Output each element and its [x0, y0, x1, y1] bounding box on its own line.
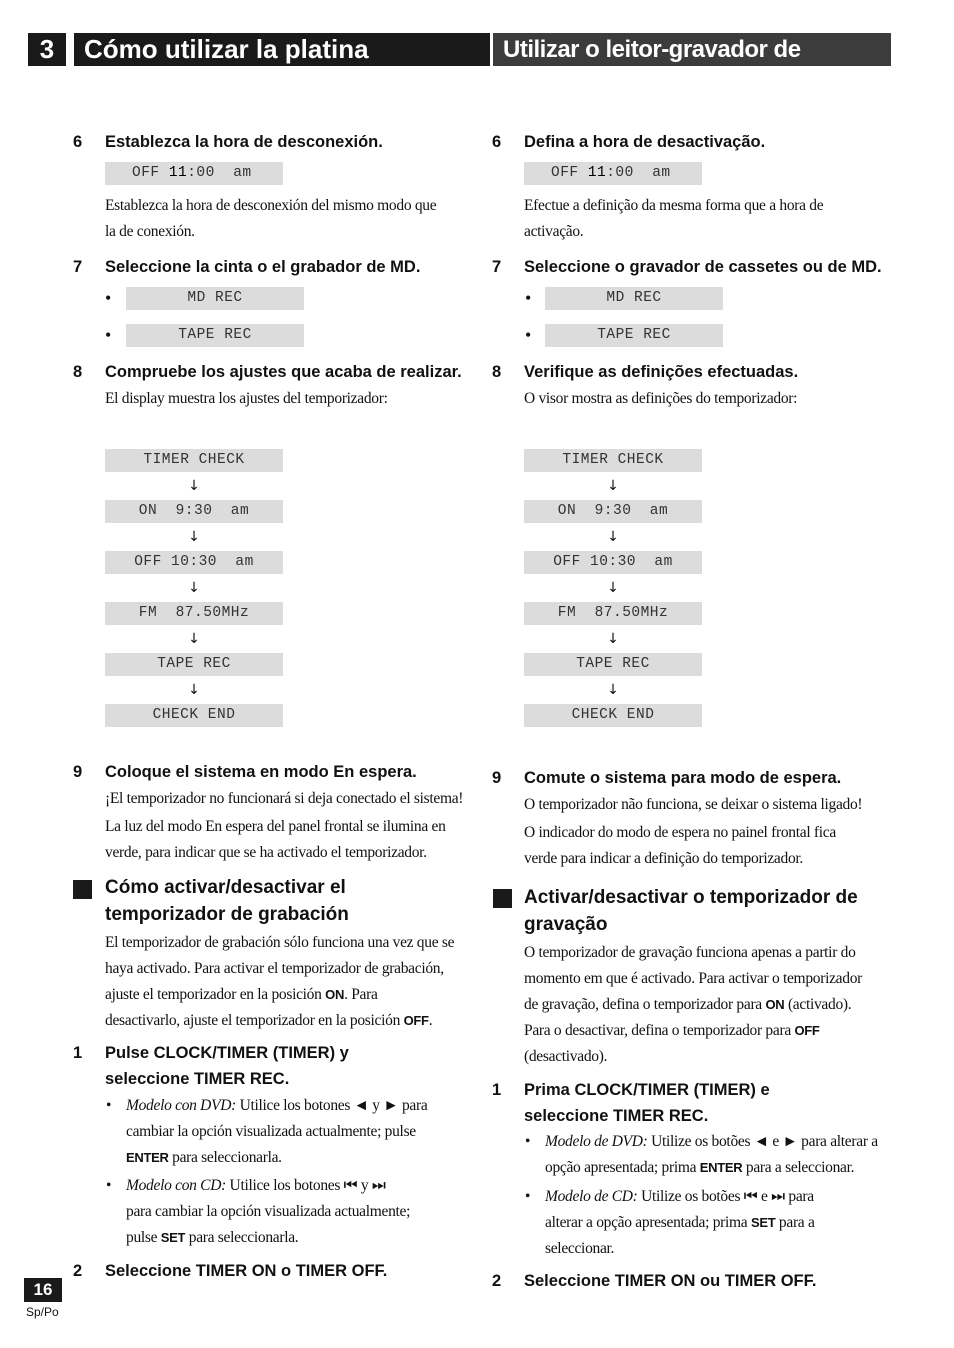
section-marker — [73, 880, 92, 899]
arrow-down-icon: ↓ — [607, 580, 619, 596]
key-label: ON — [325, 987, 345, 1002]
text: para seleccionarla. — [185, 1229, 299, 1246]
bullet-text — [126, 1173, 410, 1251]
title-line: Prima CLOCK/TIMER (TIMER) e — [524, 1081, 770, 1099]
text: (activado). — [784, 996, 852, 1013]
title-line: seleccione TIMER REC. — [105, 1070, 290, 1088]
step-title: Seleccione TIMER ON o TIMER OFF. — [105, 1262, 388, 1280]
key-label: ENTER — [126, 1150, 169, 1165]
step-number: 7 — [73, 258, 83, 276]
model-label: Modelo con DVD: — [126, 1097, 236, 1114]
text: Utilice los botones ⏮ y ⏭ — [225, 1177, 386, 1194]
bullet-text — [126, 1093, 427, 1171]
body-line: El temporizador de grabación sólo funciona una vez que se — [105, 934, 455, 951]
heading-line: temporizador de grabación — [105, 904, 349, 925]
chapter-number: 3 — [28, 33, 66, 66]
bullet: • — [105, 288, 112, 308]
lcd-off-time: OFF 10:30 am — [524, 551, 702, 574]
arrow-down-icon: ↓ — [188, 631, 200, 647]
body-line: verde para indicar a definição do temporizador. — [524, 850, 803, 867]
step-9-body — [105, 786, 463, 866]
text-line — [126, 1145, 427, 1171]
step-title: Coloque el sistema en modo En espera. — [105, 763, 417, 781]
step-9-body — [524, 792, 862, 872]
text: alterar a opção apresentada; prima — [545, 1214, 751, 1231]
bullet-text — [545, 1184, 815, 1262]
step-number: 8 — [73, 363, 83, 381]
lcd-display-tape-rec: TAPE REC — [126, 324, 304, 347]
text-line — [545, 1129, 878, 1155]
bullet: • — [105, 325, 112, 345]
body-line: ¡El temporizador no funcionará si deja conectado el sistema! — [105, 790, 464, 807]
chapter-title-es: Cómo utilizar la platina — [74, 33, 490, 66]
text: desactivarlo, ajuste el temporizador en la posición — [105, 1012, 404, 1029]
model-label: Modelo de DVD: — [545, 1133, 648, 1150]
bullet-text — [545, 1129, 878, 1181]
arrow-down-icon: ↓ — [188, 478, 200, 494]
lcd-text: OFF — [132, 165, 169, 181]
text: para a — [775, 1214, 815, 1231]
lcd-fm-frequency: FM 87.50MHz — [524, 602, 702, 625]
section-heading-es — [105, 874, 349, 928]
arrow-down-icon: ↓ — [607, 631, 619, 647]
text: para seleccionarla. — [168, 1149, 282, 1166]
step-number: 2 — [73, 1262, 83, 1280]
body-line — [524, 992, 862, 1018]
lcd-highlight: 11 — [168, 165, 188, 181]
body-line: O temporizador de gravação funciona apenas a partir do — [524, 944, 856, 961]
section-body-pt — [524, 940, 862, 1070]
arrow-down-icon: ↓ — [607, 682, 619, 698]
body-line: (desactivado). — [524, 1048, 608, 1065]
step-title: Comute o sistema para modo de espera. — [524, 769, 842, 787]
bullet: • — [525, 288, 532, 308]
bullet: • — [525, 325, 532, 345]
step-title — [524, 1077, 894, 1129]
lcd-text: OFF — [551, 165, 588, 181]
text-line — [126, 1225, 410, 1251]
chapter-title-pt: Utilizar o leitor-gravador de cassetes — [493, 33, 891, 66]
text: ajuste el temporizador en la posición — [105, 986, 326, 1003]
text: pulse — [126, 1229, 161, 1246]
text-line — [126, 1093, 427, 1119]
lcd-text: :00 am — [606, 165, 671, 181]
step-title: Seleccione o gravador de cassetes ou de MD. — [524, 258, 882, 276]
key-label: SET — [160, 1230, 186, 1245]
step-title — [105, 1040, 475, 1092]
step-number: 6 — [73, 133, 83, 151]
text: para a seleccionar. — [742, 1159, 855, 1176]
step-number: 1 — [492, 1081, 502, 1099]
key-label: ON — [765, 997, 785, 1012]
section-heading-pt — [524, 884, 858, 938]
step-number: 2 — [492, 1272, 502, 1290]
body-line: haya activado. Para activar el temporizador de grabación, — [105, 960, 444, 977]
step-title: Verifique as definições efectuadas. — [524, 363, 799, 381]
section-body-es — [105, 930, 454, 1034]
step-6-body — [524, 193, 823, 245]
lcd-display-off-time — [524, 162, 702, 185]
heading-line: Cómo activar/desactivar el — [105, 877, 346, 898]
bullet: • — [525, 1188, 531, 1205]
step-title: Seleccione TIMER ON ou TIMER OFF. — [524, 1272, 817, 1290]
body-line: Efectue a definição da mesma forma que a hora de — [524, 197, 824, 214]
body-line — [524, 1018, 862, 1044]
model-label: Modelo de CD: — [545, 1188, 638, 1205]
lcd-on-time: ON 9:30 am — [105, 500, 283, 523]
arrow-down-icon: ↓ — [188, 580, 200, 596]
step-8-body: El display muestra los ajustes del temporizador: — [105, 390, 388, 407]
text-line — [545, 1210, 815, 1236]
step-number: 9 — [492, 769, 502, 787]
body-line: verde, para indicar que se ha activado el temporizador. — [105, 844, 427, 861]
bullet: • — [106, 1177, 112, 1194]
body-line — [105, 1008, 454, 1034]
bullet: • — [106, 1097, 112, 1114]
body-line: O indicador do modo de espera no painel frontal fica — [524, 824, 836, 841]
text-line: seleccionar. — [545, 1240, 615, 1257]
lcd-display-tape-rec: TAPE REC — [545, 324, 723, 347]
body-line: activação. — [524, 223, 584, 240]
step-title: Seleccione la cinta o el grabador de MD. — [105, 258, 421, 276]
step-title: Compruebe los ajustes que acaba de realizar. — [105, 363, 462, 381]
step-number: 1 — [73, 1044, 83, 1062]
lcd-timer-check: TIMER CHECK — [524, 449, 702, 472]
page-number: 16 — [24, 1278, 62, 1302]
lcd-fm-frequency: FM 87.50MHz — [105, 602, 283, 625]
heading-line: Activar/desactivar o temporizador de — [524, 887, 858, 908]
text: opção apresentada; prima — [545, 1159, 700, 1176]
step-8-body: O visor mostra as definições do temporizador: — [524, 390, 798, 407]
text-line — [545, 1155, 878, 1181]
text: . — [428, 1012, 433, 1029]
step-title: Establezca la hora de desconexión. — [105, 133, 383, 151]
arrow-down-icon: ↓ — [607, 529, 619, 545]
body-line: Establezca la hora de desconexión del mismo modo que — [105, 197, 437, 214]
step-number: 7 — [492, 258, 502, 276]
text: Utilice los botones ◄ y ► para — [236, 1097, 428, 1114]
lcd-display-off-time — [105, 162, 283, 185]
text-line: para cambiar la opción visualizada actualmente; — [126, 1203, 411, 1220]
lcd-tape-rec: TAPE REC — [524, 653, 702, 676]
key-label: OFF — [403, 1013, 429, 1028]
lcd-tape-rec: TAPE REC — [105, 653, 283, 676]
key-label: SET — [750, 1215, 776, 1230]
step-number: 6 — [492, 133, 502, 151]
heading-line: gravação — [524, 914, 608, 935]
language-code: Sp/Po — [26, 1305, 59, 1319]
body-line: La luz del modo En espera del panel frontal se ilumina en — [105, 818, 446, 835]
step-number: 9 — [73, 763, 83, 781]
step-title: Defina a hora de desactivação. — [524, 133, 766, 151]
text: Utilize os botões ◄ e ► para alterar a — [647, 1133, 878, 1150]
key-label: OFF — [794, 1023, 820, 1038]
text-line — [545, 1184, 815, 1210]
text: Para o desactivar, defina o temporizador para — [524, 1022, 795, 1039]
step-6-body — [105, 193, 436, 245]
lcd-on-time: ON 9:30 am — [524, 500, 702, 523]
body-line: O temporizador não funciona, se deixar o sistema ligado! — [524, 796, 863, 813]
step-number: 8 — [492, 363, 502, 381]
lcd-text: :00 am — [187, 165, 252, 181]
model-label: Modelo con CD: — [126, 1177, 226, 1194]
text-line — [126, 1173, 410, 1199]
text: de gravação, defina o temporizador para — [524, 996, 766, 1013]
body-line — [105, 982, 454, 1008]
body-line: momento em que é activado. Para activar o temporizador — [524, 970, 863, 987]
lcd-off-time: OFF 10:30 am — [105, 551, 283, 574]
arrow-down-icon: ↓ — [607, 478, 619, 494]
key-label: ENTER — [699, 1160, 743, 1175]
arrow-down-icon: ↓ — [188, 529, 200, 545]
lcd-check-end: CHECK END — [105, 704, 283, 727]
lcd-timer-check: TIMER CHECK — [105, 449, 283, 472]
lcd-highlight: 11 — [587, 165, 607, 181]
body-line: la de conexión. — [105, 223, 195, 240]
text: Utilize os botões ⏮ e ⏭ para — [637, 1188, 814, 1205]
lcd-display-md-rec: MD REC — [126, 287, 304, 310]
title-line: seleccione TIMER REC. — [524, 1107, 709, 1125]
arrow-down-icon: ↓ — [188, 682, 200, 698]
bullet: • — [525, 1133, 531, 1150]
section-marker — [493, 889, 512, 908]
lcd-check-end: CHECK END — [524, 704, 702, 727]
title-line: Pulse CLOCK/TIMER (TIMER) y — [105, 1044, 349, 1062]
text-line: cambiar la opción visualizada actualmente; pulse — [126, 1123, 416, 1140]
lcd-display-md-rec: MD REC — [545, 287, 723, 310]
text: . Para — [344, 986, 378, 1003]
